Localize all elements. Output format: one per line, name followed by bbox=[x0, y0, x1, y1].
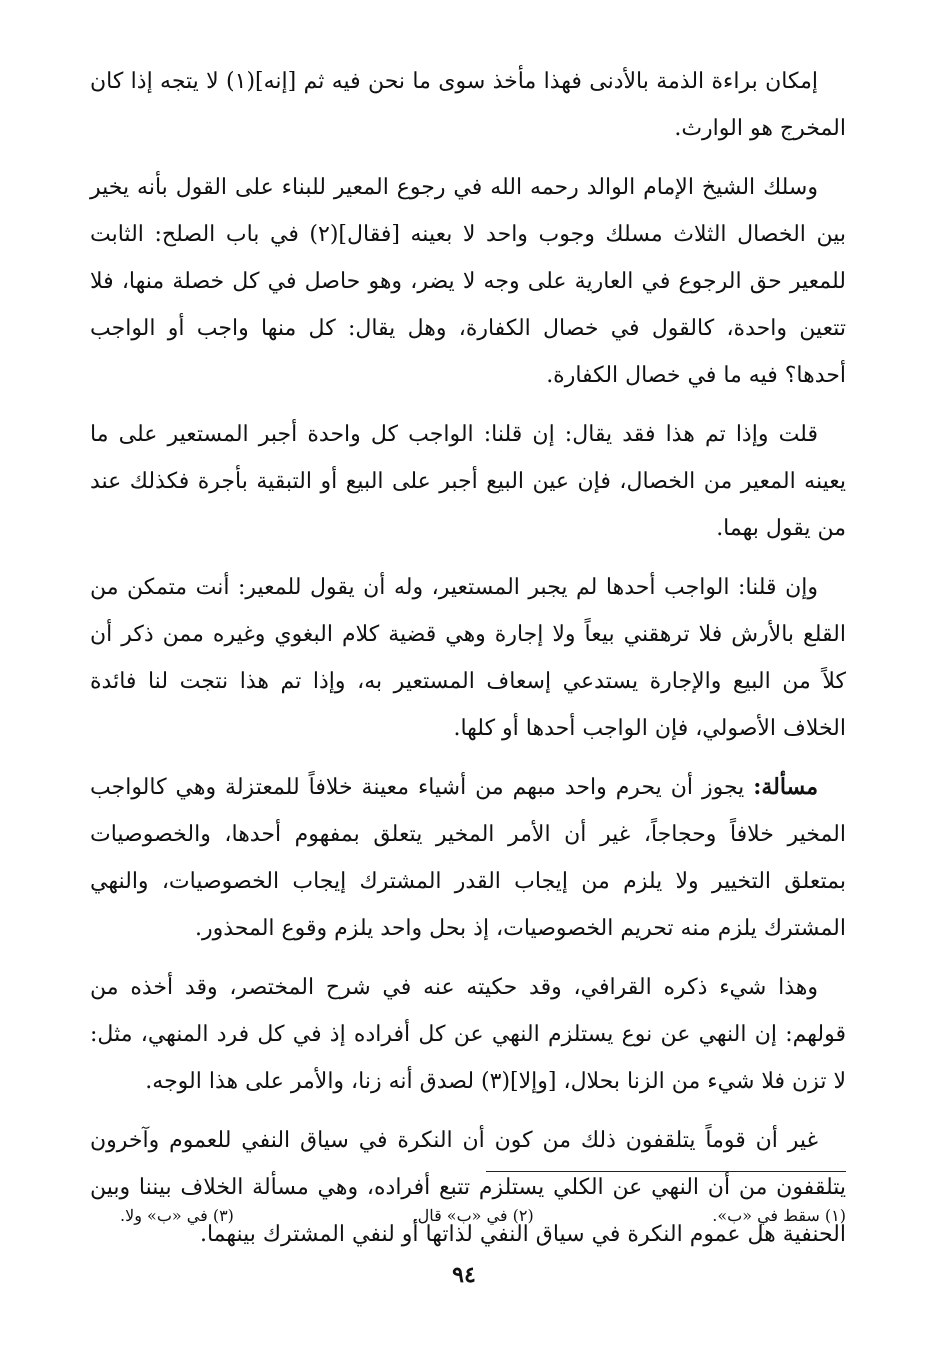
paragraph-3: قلت وإذا تم هذا فقد يقال: إن قلنا: الواجب كل واحدة أجبر المستعير على ما يعينه المعير من الخصال، فإن عين البيع أجبر على البيع أو التبقية بأجرة فكذلك عند من يقول بهما. bbox=[90, 422, 846, 541]
footnote-3: (٣) في «ب» ولا. bbox=[120, 1206, 234, 1225]
page-number: ٩٤ bbox=[452, 1262, 476, 1288]
paragraph-7: غير أن قوماً يتلقفون ذلك من كون أن النكرة في سياق النفي للعموم وآخرون يتلقفون من أن النهي عن الكلي يستلزم تتبع أفراده، وهي مسألة الخلاف بيننا وبين الحنفية هل عموم النكرة في سياق النفي لذاتها أو لنفي المشترك بينهما. bbox=[90, 1128, 846, 1247]
paragraph-1: إمكان براءة الذمة بالأدنى فهذا مأخذ سوى ما نحن فيه ثم [إنه](١) لا يتجه إذا كان المخرج هو الوارث. bbox=[90, 69, 846, 141]
footnotes bbox=[120, 1206, 846, 1225]
paragraph-5 bbox=[90, 764, 846, 952]
paragraph-2: وسلك الشيخ الإمام الوالد رحمه الله في رجوع المعير للبناء على القول بأنه يخير بين الخصال الثلاث مسلك وجوب واحد لا بعينه [فقال](٢) في باب الصلح: الثابت للمعير حق الرجوع في العارية على وجه لا يضر، وهو حاصل في كل خصلة منها، فلا تتعين واحدة، كالقول في خصال الكفارة، وهل يقال: كل منها واجب أو الواجب أحدها؟ فيه ما في خصال الكفارة. bbox=[90, 175, 846, 388]
paragraph-4: وإن قلنا: الواجب أحدها لم يجبر المستعير، وله أن يقول للمعير: أنت متمكن من القلع بالأرش فلا ترهقني بيعاً ولا إجارة وهي قضية كلام البغوي وغيره ممن ذكر أن كلاً من البيع والإجارة يستدعي إسعاف المستعير به، وإذا تم هذا نتجت لنا فائدة الخلاف الأصولي، فإن الواجب أحدها أو كلها. bbox=[90, 575, 846, 741]
footnote-separator bbox=[486, 1171, 846, 1172]
paragraph-5-body: يجوز أن يحرم واحد مبهم من أشياء معينة خلافاً للمعتزلة وهي كالواجب المخير خلافاً وحجاجاً، غير أن الأمر المخير يتعلق بمفهوم أحدها، والخصوصيات بمتعلق التخيير ولا يلزم من إيجاب القدر المشترك إيجاب الخصوصيات، والنهي المشترك يلزم منه تحريم الخصوصيات، إذ بحل واحد يلزم وقوع المحذور. bbox=[90, 775, 846, 941]
footnote-1: (١) سقط في «ب». bbox=[712, 1206, 846, 1225]
main-text bbox=[90, 58, 846, 1270]
paragraph-6: وهذا شيء ذكره القرافي، وقد حكيته عنه في شرح المختصر، وقد أخذه من قولهم: إن النهي عن نوع يستلزم النهي عن كل أفراده إذ في كل فرد المنهي، مثل: لا تزن فلا شيء من الزنا بحلال، [وإلا](٣) لصدق أنه زنا، والأمر على هذا الوجه. bbox=[90, 975, 846, 1094]
footnote-2: (٢) في «ب» قال. bbox=[412, 1206, 534, 1225]
issue-heading: مسألة: bbox=[753, 774, 818, 800]
